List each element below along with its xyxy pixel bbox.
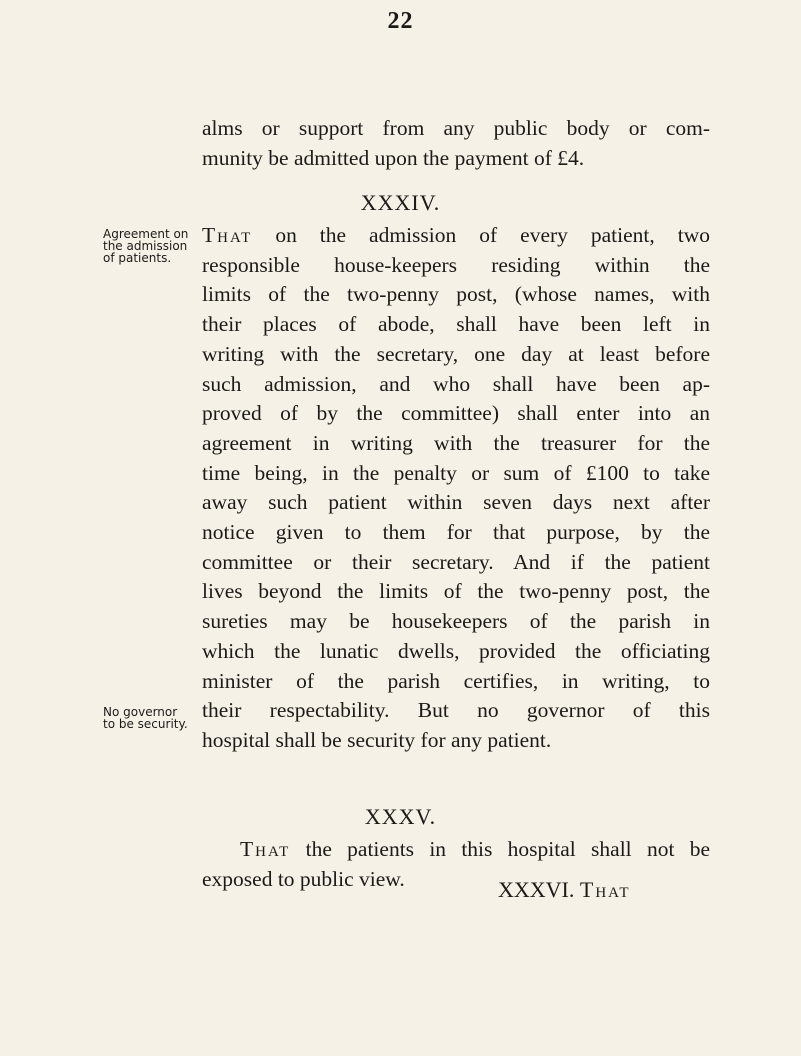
text-line: proved of by the committee) shall enter into an: [202, 401, 710, 426]
text-line: hospital shall be security for any patient.: [202, 727, 552, 752]
text-line: notice given to them for that purpose, by the: [202, 520, 710, 545]
section-heading-35: XXXV.: [364, 804, 437, 829]
text-line: [202, 221, 710, 251]
text-line: alms or support from any public body or com-: [202, 116, 710, 140]
text-span: the patients in this hospital shall not be: [305, 837, 710, 861]
section-34-paragraph: [202, 221, 710, 756]
margin-note-governor: [103, 706, 203, 730]
text-line: their places of abode, shall have been left in: [202, 312, 710, 337]
catchword-word: That: [579, 877, 631, 902]
text-line: responsible house-keepers residing within the: [202, 252, 710, 277]
margin-note-agreement: [103, 228, 203, 264]
text-line: writing with the secretary, one day at least before: [202, 341, 710, 366]
catchword-numeral: XXXVI.: [498, 877, 575, 902]
text-line: committee or their secretary. And if the patient: [202, 549, 710, 574]
text-line: exposed to public view.: [202, 866, 405, 891]
lead-word: That: [202, 223, 253, 247]
text-line: such admission, and who shall have been ap-: [202, 371, 710, 396]
section-heading-34: XXXIV.: [360, 190, 441, 215]
text-line: away such patient within seven days next after: [202, 490, 710, 515]
margin-note-line: the admission: [103, 239, 188, 253]
text-line: minister of the parish certifies, in writing, to: [202, 668, 710, 693]
lead-word: That: [240, 837, 291, 861]
text-line: agreement in writing with the treasurer for the: [202, 430, 710, 455]
margin-note-line: No governor: [103, 705, 178, 719]
text-line: sureties may be housekeepers of the parish in: [202, 609, 710, 634]
opening-paragraph: [202, 114, 710, 173]
text-line: munity be admitted upon the payment of £4.: [202, 145, 585, 170]
margin-note-line: to be security.: [103, 717, 188, 731]
section-35-paragraph: [202, 835, 710, 894]
page-number: 22: [387, 8, 414, 34]
text-line: time being, in the penalty or sum of £100 to take: [202, 460, 710, 485]
text-line: which the lunatic dwells, provided the officiating: [202, 638, 710, 663]
text-line: limits of the two-penny post, (whose names, with: [202, 282, 710, 307]
margin-note-line: Agreement on: [103, 227, 189, 241]
text-line: their respectability. But no governor of this: [202, 698, 710, 723]
margin-note-line: of patients.: [103, 251, 172, 265]
catchword: [498, 877, 631, 903]
text-span: on the admission of every patient, two: [275, 223, 711, 247]
text-line: [202, 835, 710, 865]
text-line: lives beyond the limits of the two-penny post, the: [202, 579, 710, 604]
